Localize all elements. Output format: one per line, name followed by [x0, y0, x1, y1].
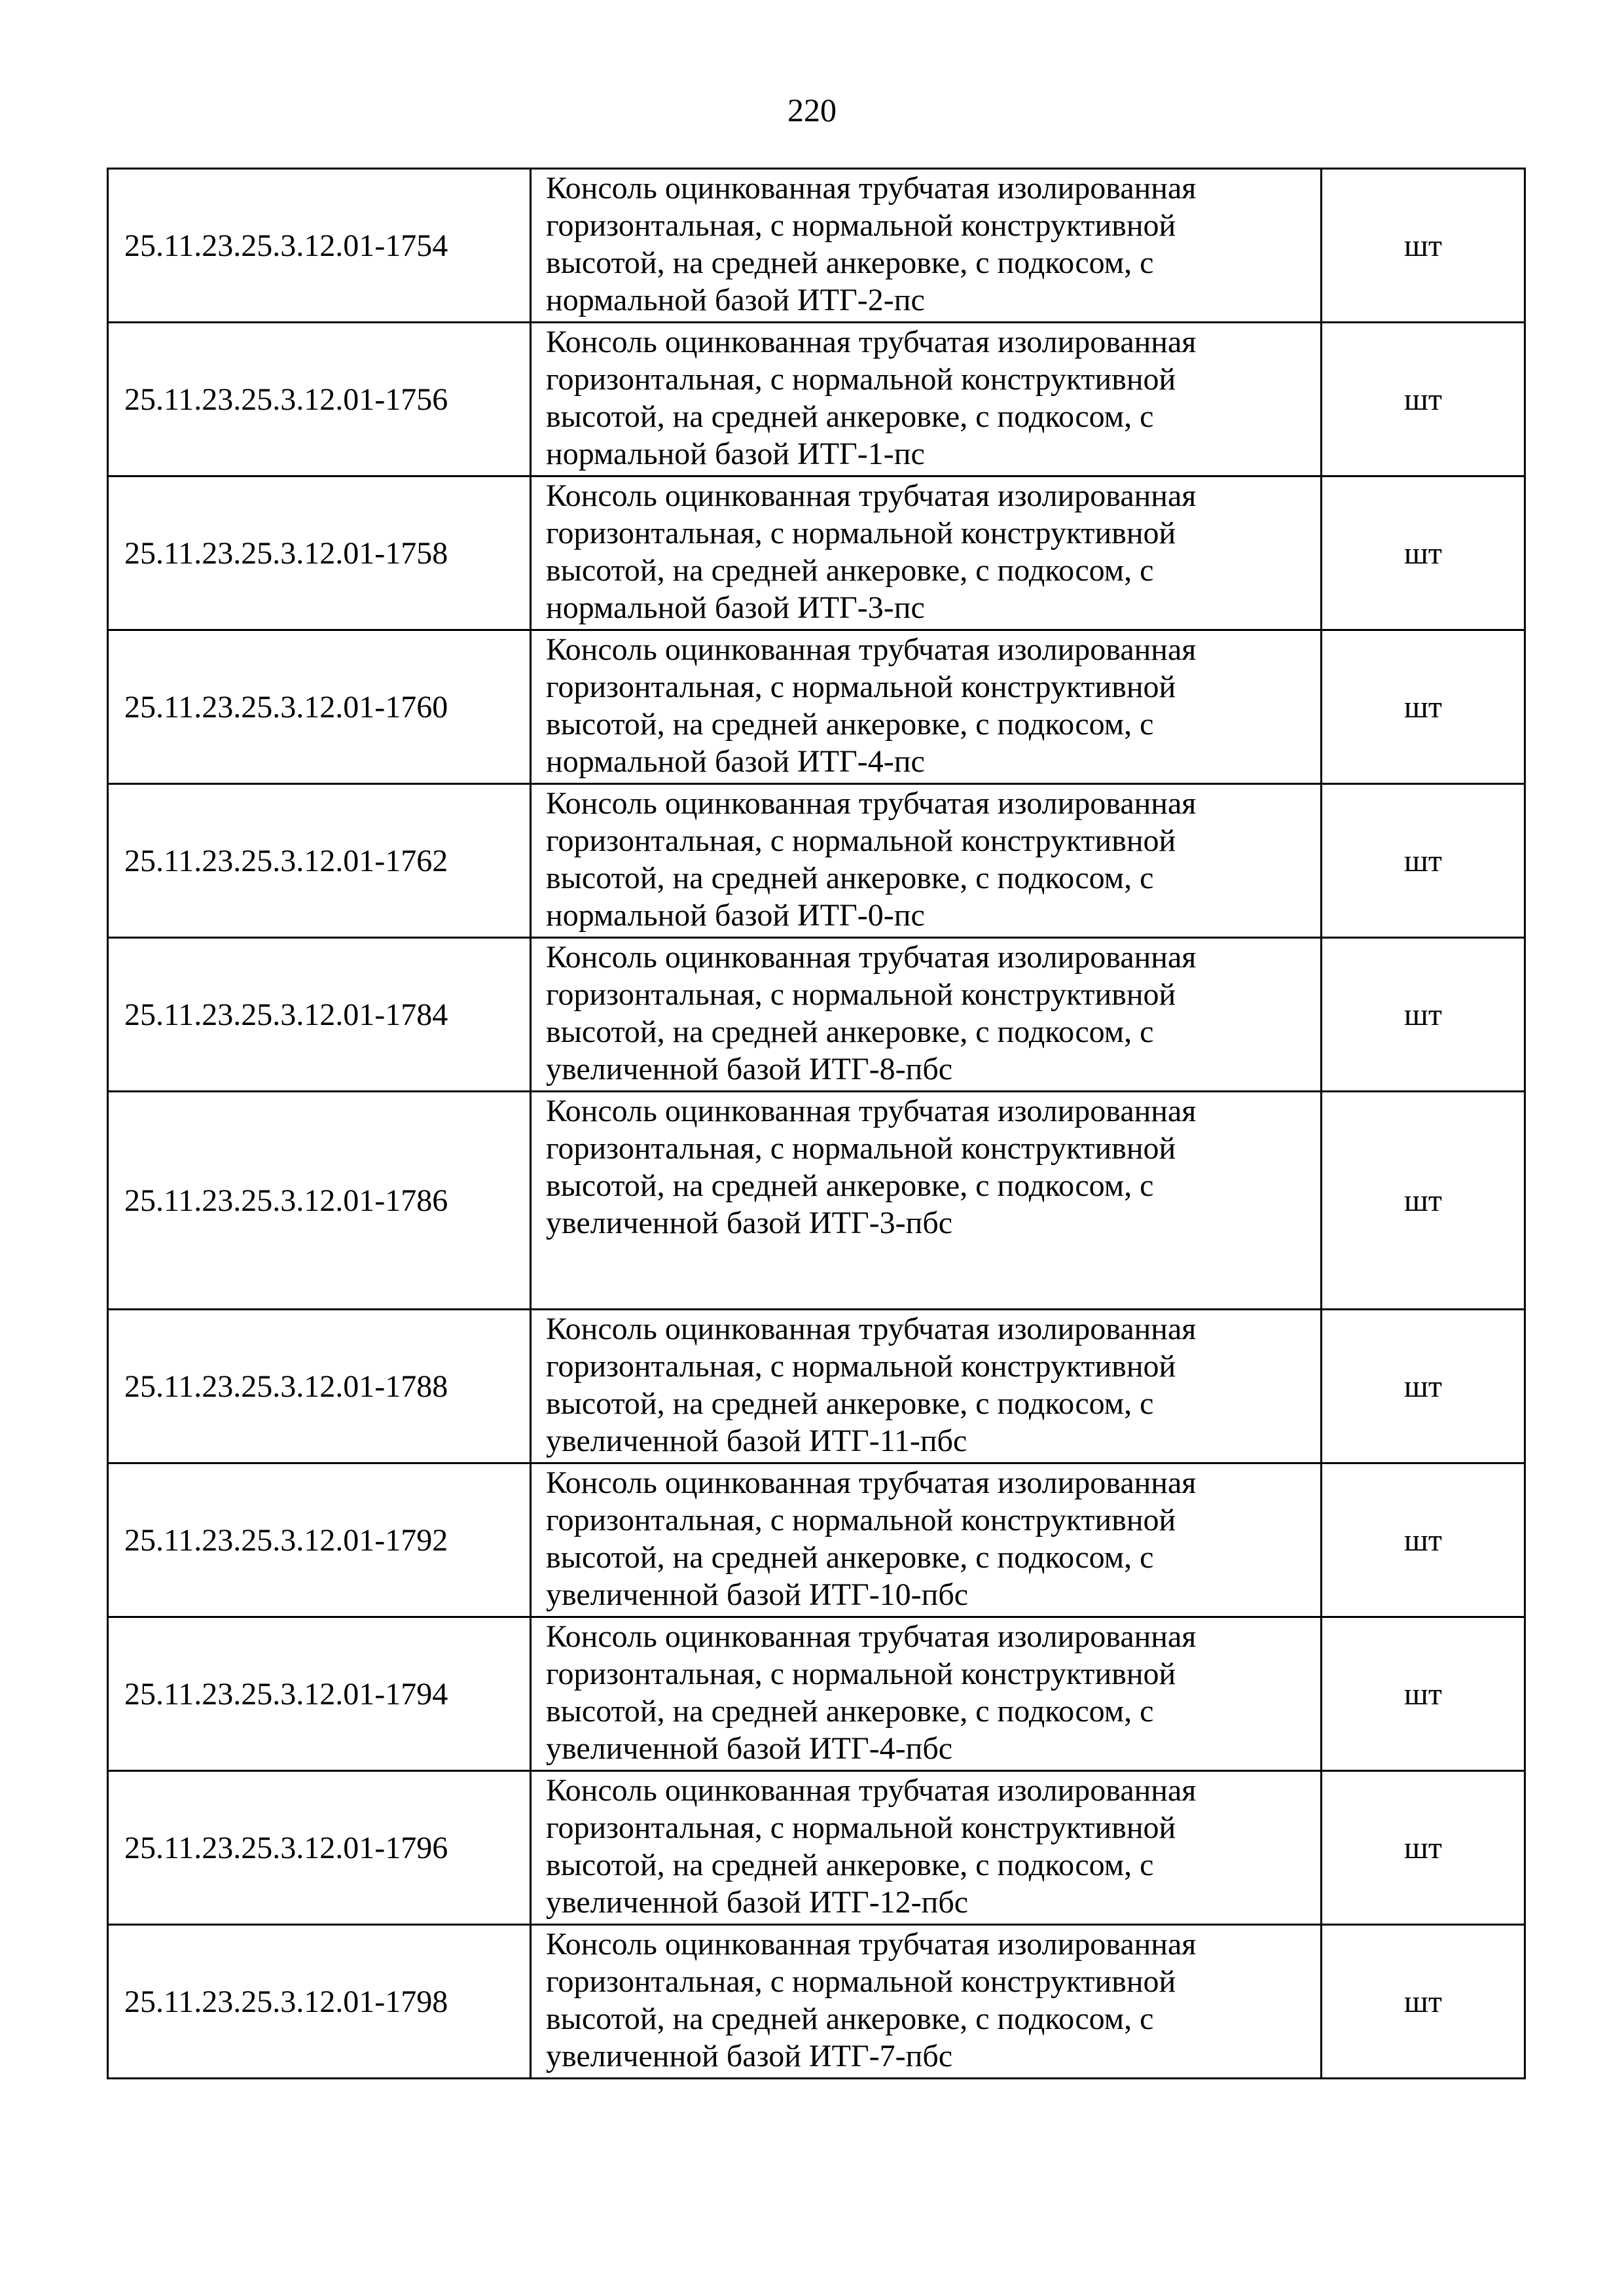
- code-cell: 25.11.23.25.3.12.01-1756: [108, 323, 531, 476]
- description-line: горизонтальная, с нормальной конструктивной: [546, 362, 1176, 397]
- table-row: [108, 630, 1525, 784]
- description-line: нормальной базой ИТГ-2-пс: [546, 283, 925, 317]
- description-line: горизонтальная, с нормальной конструктивной: [546, 1131, 1176, 1166]
- description-line: увеличенной базой ИТГ-7-пбс: [546, 2039, 953, 2073]
- table-row: [108, 1925, 1525, 2079]
- unit-cell: шт: [1322, 1310, 1525, 1463]
- table-row: [108, 1463, 1525, 1617]
- unit-cell: шт: [1322, 1925, 1525, 2079]
- code-cell: 25.11.23.25.3.12.01-1784: [108, 938, 531, 1092]
- table-row: [108, 1771, 1525, 1925]
- description-line: горизонтальная, с нормальной конструктивной: [546, 1964, 1176, 1999]
- description-line: горизонтальная, с нормальной конструктивной: [546, 208, 1176, 243]
- table-row: [108, 323, 1525, 476]
- description-line: Консоль оцинкованная трубчатая изолированная: [546, 1312, 1197, 1346]
- description-line: Консоль оцинкованная трубчатая изолированная: [546, 1773, 1197, 1808]
- description-line: горизонтальная, с нормальной конструктивной: [546, 1503, 1176, 1537]
- description-line: горизонтальная, с нормальной конструктивной: [546, 977, 1176, 1012]
- description-line: горизонтальная, с нормальной конструктивной: [546, 670, 1176, 704]
- code-cell: 25.11.23.25.3.12.01-1754: [108, 169, 531, 323]
- unit-cell: шт: [1322, 476, 1525, 630]
- table-row: [108, 1310, 1525, 1463]
- description-cell: [531, 1617, 1322, 1771]
- description-line: нормальной базой ИТГ-4-пс: [546, 744, 925, 779]
- description-line: Консоль оцинкованная трубчатая изолированная: [546, 1619, 1197, 1654]
- unit-cell: шт: [1322, 784, 1525, 938]
- unit-cell: шт: [1322, 630, 1525, 784]
- table-row: [108, 1617, 1525, 1771]
- description-line: Консоль оцинкованная трубчатая изолированная: [546, 1465, 1197, 1500]
- description-cell: [531, 1310, 1322, 1463]
- description-line: увеличенной базой ИТГ-8-пбс: [546, 1052, 953, 1086]
- description-line: высотой, на средней анкеровке, с подкосом, с: [546, 399, 1154, 434]
- description-line: Консоль оцинкованная трубчатая изолированная: [546, 325, 1197, 359]
- table-body: [108, 169, 1525, 2079]
- description-line: горизонтальная, с нормальной конструктивной: [546, 516, 1176, 550]
- page-number: 220: [787, 92, 837, 128]
- resource-table: [107, 168, 1526, 2079]
- description-cell: [531, 1092, 1322, 1310]
- description-line: горизонтальная, с нормальной конструктивной: [546, 1349, 1176, 1384]
- description-line: высотой, на средней анкеровке, с подкосом, с: [546, 1386, 1154, 1421]
- unit-cell: шт: [1322, 1092, 1525, 1310]
- description-line: увеличенной базой ИТГ-3-пбс: [546, 1206, 953, 1240]
- description-cell: [531, 784, 1322, 938]
- description-line: Консоль оцинкованная трубчатая изолированная: [546, 940, 1197, 975]
- description-line: высотой, на средней анкеровке, с подкосом, с: [546, 1540, 1154, 1575]
- code-cell: 25.11.23.25.3.12.01-1792: [108, 1463, 531, 1617]
- description-line: увеличенной базой ИТГ-10-пбс: [546, 1577, 969, 1612]
- description-line: горизонтальная, с нормальной конструктивной: [546, 823, 1176, 858]
- description-line: Консоль оцинкованная трубчатая изолированная: [546, 1927, 1197, 1962]
- unit-cell: шт: [1322, 323, 1525, 476]
- description-line: горизонтальная, с нормальной конструктивной: [546, 1657, 1176, 1691]
- description-line: Консоль оцинкованная трубчатая изолированная: [546, 786, 1197, 821]
- description-cell: [531, 1925, 1322, 2079]
- description-cell: [531, 323, 1322, 476]
- description-line: горизонтальная, с нормальной конструктивной: [546, 1810, 1176, 1845]
- table-row: [108, 169, 1525, 323]
- description-cell: [531, 938, 1322, 1092]
- code-cell: 25.11.23.25.3.12.01-1758: [108, 476, 531, 630]
- description-cell: [531, 476, 1322, 630]
- description-cell: [531, 1463, 1322, 1617]
- unit-cell: шт: [1322, 1771, 1525, 1925]
- code-cell: 25.11.23.25.3.12.01-1760: [108, 630, 531, 784]
- description-line: увеличенной базой ИТГ-12-пбс: [546, 1885, 969, 1920]
- description-line: нормальной базой ИТГ-0-пс: [546, 898, 925, 933]
- unit-cell: шт: [1322, 1617, 1525, 1771]
- description-line: высотой, на средней анкеровке, с подкосом, с: [546, 707, 1154, 742]
- table-row: [108, 1092, 1525, 1310]
- description-cell: [531, 1771, 1322, 1925]
- code-cell: 25.11.23.25.3.12.01-1794: [108, 1617, 531, 1771]
- description-cell: [531, 630, 1322, 784]
- description-line: Консоль оцинкованная трубчатая изолированная: [546, 478, 1197, 513]
- description-cell: [531, 169, 1322, 323]
- code-cell: 25.11.23.25.3.12.01-1762: [108, 784, 531, 938]
- code-cell: 25.11.23.25.3.12.01-1798: [108, 1925, 531, 2079]
- description-line: высотой, на средней анкеровке, с подкосом, с: [546, 2001, 1154, 2036]
- description-line: нормальной базой ИТГ-1-пс: [546, 437, 925, 471]
- table-row: [108, 938, 1525, 1092]
- unit-cell: шт: [1322, 1463, 1525, 1617]
- description-line: увеличенной базой ИТГ-11-пбс: [546, 1424, 967, 1458]
- description-line: Консоль оцинкованная трубчатая изолированная: [546, 171, 1197, 206]
- table-row: [108, 784, 1525, 938]
- table-row: [108, 476, 1525, 630]
- description-line: высотой, на средней анкеровке, с подкосом, с: [546, 1014, 1154, 1049]
- description-line: высотой, на средней анкеровке, с подкосом, с: [546, 553, 1154, 588]
- code-cell: 25.11.23.25.3.12.01-1796: [108, 1771, 531, 1925]
- description-line: Консоль оцинкованная трубчатая изолированная: [546, 1094, 1197, 1128]
- description-line: высотой, на средней анкеровке, с подкосом, с: [546, 245, 1154, 280]
- description-line: высотой, на средней анкеровке, с подкосом, с: [546, 1168, 1154, 1203]
- description-line: Консоль оцинкованная трубчатая изолированная: [546, 632, 1197, 667]
- unit-cell: шт: [1322, 169, 1525, 323]
- code-cell: 25.11.23.25.3.12.01-1786: [108, 1092, 531, 1310]
- description-line: нормальной базой ИТГ-3-пс: [546, 590, 925, 625]
- code-cell: 25.11.23.25.3.12.01-1788: [108, 1310, 531, 1463]
- description-line: увеличенной базой ИТГ-4-пбс: [546, 1731, 953, 1766]
- description-line: высотой, на средней анкеровке, с подкосом, с: [546, 1694, 1154, 1729]
- unit-cell: шт: [1322, 938, 1525, 1092]
- description-line: высотой, на средней анкеровке, с подкосом, с: [546, 1848, 1154, 1882]
- description-line: высотой, на средней анкеровке, с подкосом, с: [546, 861, 1154, 895]
